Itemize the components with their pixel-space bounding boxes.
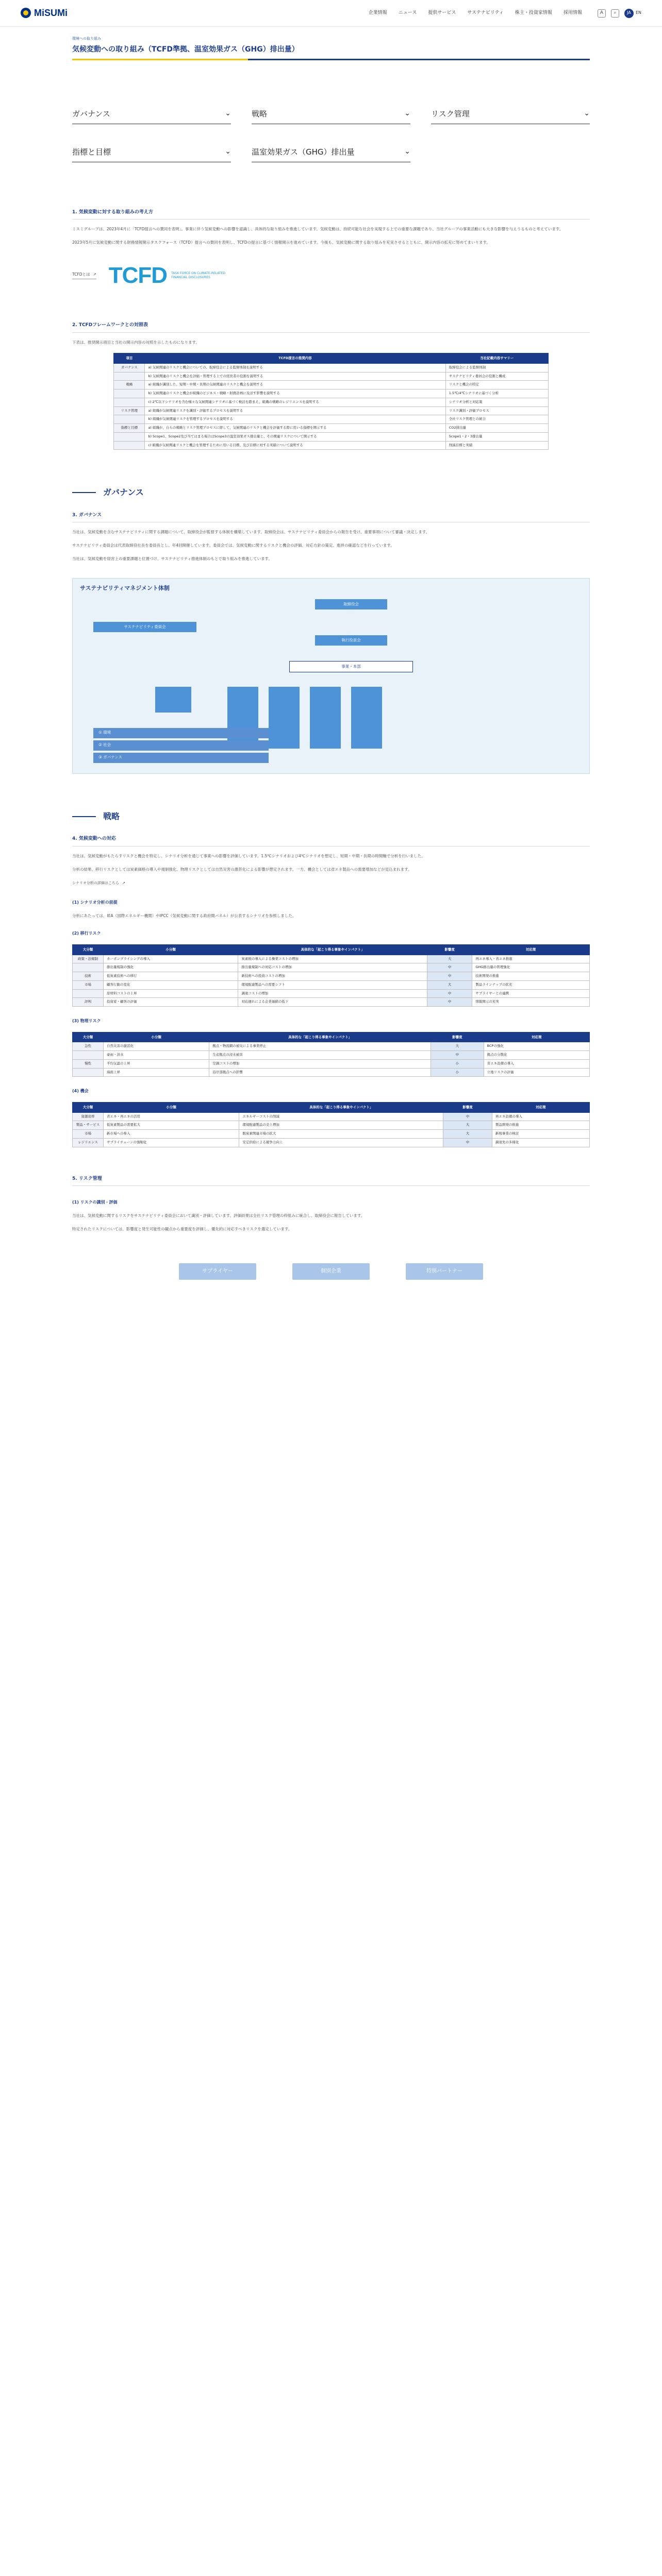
table-cell-category xyxy=(114,441,145,450)
partner-button[interactable]: 特別パートナー xyxy=(406,1263,483,1280)
table-cell: 中 xyxy=(443,1112,492,1121)
paragraph: 当社は、気候変動を含むサステナビリティに関する課題について、取締役会が監督する体制を構築しています。取締役会は、サステナビリティ委員会からの報告を受け、重要事項について審議・決定します。 xyxy=(72,530,430,535)
section-heading: 2. TCFDフレームワークとの対照表 xyxy=(72,321,590,332)
table-cell-summary: CO2排出量 xyxy=(445,424,548,433)
col-header: 影響度 xyxy=(427,945,472,955)
table-cell-recommendation: a) 気候関連のリスクと機会についての、取締役会による監督体制を説明する xyxy=(145,363,445,372)
table-cell: 省エネ設備の導入 xyxy=(484,1059,589,1068)
table-cell-category: ガバナンス xyxy=(114,363,145,372)
title-rule xyxy=(72,59,590,60)
table-cell: 製品開発の推進 xyxy=(492,1121,589,1130)
paragraph: 2023年5月に気候変動に関する財務情報開示タスクフォース（TCFD）提言への賛同を表明し、TCFDの提言に基づく情報開示を進めています。今後も、気候変動に関する取り組みを充実させるとともに、開示内容の拡充に努めてまいります。 xyxy=(72,240,490,245)
table-cell-category: リスク管理 xyxy=(114,406,145,415)
table-cell-summary: 1.5℃/4℃シナリオに基づく分析 xyxy=(445,389,548,398)
diagram-board: 取締役会 xyxy=(315,599,387,609)
table-row xyxy=(73,998,590,1007)
table-caption: (4) 機会 xyxy=(72,1089,89,1094)
table-cell: 調達先の多様化 xyxy=(492,1138,589,1147)
table-cell: 調達コストの増加 xyxy=(238,989,427,998)
nav-news[interactable]: ニュース xyxy=(398,10,417,16)
table-cell: 政策・法規制 xyxy=(73,955,104,963)
table-cell: 炭素税の導入による操業コストの増加 xyxy=(238,955,427,963)
table-cell: 中 xyxy=(443,1138,492,1147)
anchor-label: 戦略 xyxy=(252,109,268,119)
table-cell xyxy=(73,989,104,998)
anchor-risk[interactable] xyxy=(431,101,590,124)
lang-ja[interactable]: JA xyxy=(624,9,634,18)
col-header: 具体的な「起こり得る事象やインパクト」 xyxy=(209,1032,431,1042)
anchor-ghg[interactable] xyxy=(252,140,410,162)
table-cell: 再エネ導入・省エネ推進 xyxy=(472,955,590,963)
table-cell-summary: 全社リスク管理との統合 xyxy=(445,415,548,424)
table-cell-summary: サステナビリティ委員会の役割と構成 xyxy=(445,372,548,381)
anchor-strategy[interactable] xyxy=(252,101,410,124)
individual-company-button[interactable]: 個別企業 xyxy=(292,1263,370,1280)
table-cell-recommendation: a) 組織が気候関連リスクを識別・評価するプロセスを説明する xyxy=(145,406,445,415)
scenario-link-label: シナリオ分析の詳細はこちら xyxy=(72,880,119,885)
table-cell: 環境配慮製品への需要シフト xyxy=(238,980,427,989)
section-risk xyxy=(72,1175,590,1233)
table-cell: 平均気温の上昇 xyxy=(104,1059,209,1068)
table-cell: 排出量規制の強化 xyxy=(104,963,238,972)
table-caption: (3) 物理リスク xyxy=(72,1019,101,1024)
table-cell: 技術 xyxy=(73,972,104,981)
col-header: 具体的な「起こり得る事象やインパクト」 xyxy=(238,945,427,955)
section-heading: 4. 気候変動への対応 xyxy=(72,835,590,846)
chevron-down-icon: ⌄ xyxy=(225,147,231,156)
search-icon[interactable]: ⌕ xyxy=(611,9,619,18)
chevron-down-icon: ⌄ xyxy=(584,109,590,118)
diagram-exec: 執行役員会 xyxy=(315,635,387,646)
table-cell-recommendation: a) 組織が、自らの戦略とリスク管理プロセスに即して、気候関連のリスクと機会を評価する際に用いる指標を開示する xyxy=(145,424,445,433)
table-cell: 中 xyxy=(427,998,472,1007)
table-row xyxy=(73,989,590,998)
table-row xyxy=(114,398,548,406)
main-nav xyxy=(369,9,582,16)
table-cell: 新規事業の検討 xyxy=(492,1130,589,1139)
table-cell: エネルギーコストの削減 xyxy=(239,1112,443,1121)
table-cell: 原材料コストの上昇 xyxy=(104,989,238,998)
transition-risk-table xyxy=(72,944,590,1007)
section-heading: 5. リスク管理 xyxy=(72,1175,590,1186)
col-header: 大分類 xyxy=(73,945,104,955)
text-size-icon[interactable]: A xyxy=(598,9,606,18)
anchor-governance[interactable] xyxy=(72,101,231,124)
table-row xyxy=(114,406,548,415)
table-row xyxy=(73,1138,590,1147)
table-cell: 投資家・顧客の評価 xyxy=(104,998,238,1007)
table-cell: 中 xyxy=(431,1051,484,1060)
physical-risk-table xyxy=(72,1032,590,1077)
tcfd-logo-text: TCFD xyxy=(108,262,168,288)
tcfd-link-label: TCFDとは xyxy=(72,272,90,277)
table-cell: 低炭素製品の需要拡大 xyxy=(104,1121,239,1130)
external-link-icon: ↗ xyxy=(93,272,96,277)
table-cell: 脱炭素関連市場の拡大 xyxy=(239,1130,443,1139)
paragraph: 下表は、推奨開示項目と当社の開示内容の対照を示したものになります。 xyxy=(72,340,200,345)
table-cell-category xyxy=(114,398,145,406)
table-cell: 大 xyxy=(427,980,472,989)
subsection-heading: (1) シナリオ分析の前提 xyxy=(72,900,118,905)
section-tcfd-table xyxy=(72,321,590,450)
misumi-logo[interactable] xyxy=(21,6,68,21)
table-cell: 急性 xyxy=(73,1042,104,1051)
table-cell-recommendation: b) Scope1、Scope2及び当てはまる場合はScope3の温室効果ガス排出量と、その関連リスクについて開示する xyxy=(145,432,445,441)
table-cell xyxy=(73,1051,104,1060)
scenario-link[interactable] xyxy=(72,880,590,886)
table-cell: 新市場への参入 xyxy=(104,1130,239,1139)
table-row xyxy=(73,1042,590,1051)
table-row xyxy=(73,955,590,963)
table-cell: サプライヤーとの連携 xyxy=(472,989,590,998)
table-cell: カーボンプライシングの導入 xyxy=(104,955,238,963)
table-cell: GHG排出量の管理強化 xyxy=(472,963,590,972)
table-row xyxy=(114,389,548,398)
section-governance xyxy=(72,512,590,774)
table-cell: 沿岸部拠点への影響 xyxy=(209,1068,431,1077)
header-tools xyxy=(598,9,641,18)
logo-text: MiSUMi xyxy=(34,8,68,19)
table-cell: BCPの強化 xyxy=(484,1042,589,1051)
table-cell: 省エネ・再エネの活用 xyxy=(104,1112,239,1121)
table-cell-category: 戦略 xyxy=(114,381,145,389)
table-cell-category xyxy=(114,372,145,381)
table-row xyxy=(73,1121,590,1130)
col-header: TCFD提言の推奨内容 xyxy=(145,353,445,363)
nav-careers[interactable]: 採用情報 xyxy=(563,10,582,16)
paragraph: 分析にあたっては、IEA（国際エネルギー機関）やIPCC（気候変動に関する政府間パネル）が公表するシナリオを参照しました。 xyxy=(72,913,296,918)
table-row xyxy=(73,963,590,972)
opportunity-table xyxy=(72,1102,590,1147)
table-cell-recommendation: b) 気候関連のリスクと機会が組織のビジネス・戦略・財務計画に及ぼす影響を説明する xyxy=(145,389,445,398)
table-cell: 小 xyxy=(431,1059,484,1068)
table-row xyxy=(73,1059,590,1068)
diagram-committee: サステナビリティ委員会 xyxy=(93,622,196,632)
footer-buttons xyxy=(72,1263,590,1280)
paragraph: 当社は、気候変動がもたらすリスクと機会を特定し、シナリオ分析を通じて事業への影響を評価しています。1.5℃シナリオおよび4℃シナリオを想定し、短期・中期・長期の時間軸で分析を行いました。 xyxy=(72,853,425,858)
paragraph: サステナビリティ委員会は代表取締役社長を委員長とし、年4回開催しています。委員会では、気候変動に関するリスクと機会の評価、対応方針の策定、進捗の確認などを行っています。 xyxy=(72,543,394,548)
table-cell-category xyxy=(114,432,145,441)
col-header: 大分類 xyxy=(73,1103,104,1112)
col-header: 影響度 xyxy=(431,1032,484,1042)
table-cell-recommendation: b) 気候関連のリスクと機会を評価・管理する上での経営者の役割を説明する xyxy=(145,372,445,381)
section-heading: 1. 気候変動に対する取り組みの考え方 xyxy=(72,209,590,219)
table-row xyxy=(73,1112,590,1121)
table-cell: 大 xyxy=(443,1121,492,1130)
table-cell-category: 指標と目標 xyxy=(114,424,145,433)
table-cell: 環境配慮製品の売上増加 xyxy=(239,1121,443,1130)
breadcrumb[interactable]: 環境への取り組み xyxy=(72,37,101,41)
nav-company[interactable]: 企業情報 xyxy=(368,10,387,16)
col-header: 具体的な「起こり得る事象やインパクト」 xyxy=(239,1103,443,1112)
table-cell: 情報開示の充実 xyxy=(472,998,590,1007)
paragraph: 特定されたリスクについては、影響度と発生可能性の観点から重要度を評価し、優先的に対応すべきリスクを選定しています。 xyxy=(72,1226,292,1231)
supplier-button[interactable]: サプライヤー xyxy=(179,1263,256,1280)
section-heading: 3. ガバナンス xyxy=(72,512,590,522)
table-cell: 中 xyxy=(427,972,472,981)
anchor-label: 指標と目標 xyxy=(72,147,111,157)
table-cell-summary: シナリオ分析と対応策 xyxy=(445,398,548,406)
table-row xyxy=(114,363,548,372)
table-cell: 中 xyxy=(427,989,472,998)
anchor-label: リスク管理 xyxy=(431,109,470,119)
table-cell-category xyxy=(114,415,145,424)
table-row xyxy=(73,1051,590,1060)
governance-diagram xyxy=(72,578,590,774)
table-cell-recommendation: a) 組織が識別した、短期・中期・長期の気候関連のリスクと機会を説明する xyxy=(145,381,445,389)
table-row xyxy=(73,972,590,981)
paragraph: 当社は、気候変動を経営上の重要課題と位置づけ、サステナビリティ推進体制のもとで取り組みを推進しています。 xyxy=(72,556,272,561)
subsection-heading: (1) リスクの識別・評価 xyxy=(72,1199,118,1205)
paragraph: 分析の結果、移行リスクとしては炭素価格の導入や規制強化、物理リスクとしては自然災害の激甚化による影響が想定されます。一方、機会としては省エネ製品への需要増加などが見込まれます。 xyxy=(72,867,412,872)
tcfd-table xyxy=(113,353,548,450)
page-title: 気候変動への取り組み（TCFD準拠、温室効果ガス（GHG）排出量） xyxy=(72,45,299,54)
col-header: 小分類 xyxy=(104,1032,209,1042)
tcfd-link[interactable] xyxy=(72,272,96,279)
anchor-label: 温室効果ガス（GHG）排出量 xyxy=(252,147,355,157)
table-row xyxy=(114,372,548,381)
chevron-down-icon: ⌄ xyxy=(404,109,410,118)
col-header: 対応策 xyxy=(492,1103,589,1112)
paragraph: 当社は、気候変動に関するリスクをサステナビリティ委員会において識別・評価しています。評価結果は全社リスク管理の枠組みに統合し、取締役会に報告しています。 xyxy=(72,1213,365,1218)
language-switch xyxy=(624,9,641,18)
anchor-metrics[interactable] xyxy=(72,140,231,162)
site-header xyxy=(0,0,662,27)
table-cell-summary: リスク識別・評価プロセス xyxy=(445,406,548,415)
table-cell: 豪雨・洪水 xyxy=(104,1051,209,1060)
table-cell: 技術開発の推進 xyxy=(472,972,590,981)
table-row xyxy=(73,980,590,989)
diagram-title: サステナビリティマネジメント体制 xyxy=(80,584,170,591)
table-row xyxy=(73,1130,590,1139)
table-cell: 顧客行動の変化 xyxy=(104,980,238,989)
nav-ir[interactable]: 株主・投資家情報 xyxy=(515,10,552,16)
table-cell: 安定供給による競争力向上 xyxy=(239,1138,443,1147)
table-cell: 小 xyxy=(431,1068,484,1077)
col-header: 当社記載内容サマリー xyxy=(445,353,548,363)
table-cell: 拠点・物流網の被災による事業停止 xyxy=(209,1042,431,1051)
strategy-title xyxy=(72,810,590,823)
col-header: 大分類 xyxy=(73,1032,104,1042)
chevron-down-icon: ⌄ xyxy=(225,109,231,118)
diagram-bar-env: ① 環境 xyxy=(93,728,269,738)
diagram-bar-gov: ③ ガバナンス xyxy=(93,753,269,763)
table-cell: 排出量規制への対応コストの増加 xyxy=(238,963,427,972)
tcfd-row xyxy=(72,258,590,294)
col-header: 対応策 xyxy=(472,945,590,955)
table-cell-recommendation: c) 組織が気候関連リスクと機会を管理するために用いる目標、及び目標に対する実績について説明する xyxy=(145,441,445,450)
table-cell: 新技術への投資コストの増加 xyxy=(238,972,427,981)
table-cell: サプライチェーンの強靭化 xyxy=(104,1138,239,1147)
diagram-bar-social: ② 社会 xyxy=(93,740,269,751)
section-strategy xyxy=(72,835,590,1147)
table-cell: レジリエンス xyxy=(73,1138,104,1147)
table-cell: 再エネ設備の導入 xyxy=(492,1112,589,1121)
table-cell: 大 xyxy=(443,1130,492,1139)
table-cell: 空調コストの増加 xyxy=(209,1059,431,1068)
anchor-label: ガバナンス xyxy=(72,109,110,119)
section-approach xyxy=(72,209,590,294)
table-row xyxy=(114,441,548,450)
anchor-nav xyxy=(72,101,590,162)
table-cell: 大 xyxy=(431,1042,484,1051)
table-cell: 対応遅れによる企業価値の低下 xyxy=(238,998,427,1007)
big-title-text: 戦略 xyxy=(103,811,120,821)
table-cell: 慢性 xyxy=(73,1059,104,1068)
table-cell-category xyxy=(114,389,145,398)
table-cell: 評判 xyxy=(73,998,104,1007)
logo-mark-icon xyxy=(21,8,31,18)
table-cell: 立地リスクの評価 xyxy=(484,1068,589,1077)
diagram-dept: 事業・本部 xyxy=(289,661,413,672)
table-cell: 市場 xyxy=(73,980,104,989)
table-cell: 拠点の分散化 xyxy=(484,1051,589,1060)
col-header: 対応策 xyxy=(484,1032,589,1042)
table-row xyxy=(114,381,548,389)
external-link-icon: ↗ xyxy=(122,880,125,885)
table-row xyxy=(114,424,548,433)
table-cell-summary: 取締役会による監督体制 xyxy=(445,363,548,372)
main-content xyxy=(72,36,590,1300)
table-cell: 海面上昇 xyxy=(104,1068,209,1077)
table-cell: 資源効率 xyxy=(73,1112,104,1121)
table-cell xyxy=(73,963,104,972)
table-cell xyxy=(73,1068,104,1077)
table-cell: 市場 xyxy=(73,1130,104,1139)
nav-sustainability[interactable]: サステナビリティ xyxy=(467,10,504,16)
governance-title xyxy=(72,486,590,499)
table-row xyxy=(114,432,548,441)
tcfd-logo-sub: TASK FORCE ON CLIMATE-RELATED FINANCIAL DISCLOSURES xyxy=(171,272,225,279)
table-cell-summary: 削減目標と実績 xyxy=(445,441,548,450)
col-header: 小分類 xyxy=(104,1103,239,1112)
table-cell: 大 xyxy=(427,955,472,963)
col-header: 小分類 xyxy=(104,945,238,955)
table-cell: 中 xyxy=(427,963,472,972)
tcfd-logo xyxy=(109,258,233,294)
table-cell-recommendation: b) 組織が気候関連リスクを管理するプロセスを説明する xyxy=(145,415,445,424)
table-cell: 生産拠点の浸水被害 xyxy=(209,1051,431,1060)
big-title-text: ガバナンス xyxy=(103,487,144,498)
paragraph: ミスミグループは、2023年4月に「TCFD提言への賛同を表明」。事業に伴う気候変動への影響を認識し、具体的な取り組みを推進しています。気候変動は、持続可能な社会を実現する上での重要な課題であり、当社グループの事業活動にも大きな影響を与えうるものと考えています。 xyxy=(72,226,564,231)
table-cell: 自然災害の激甚化 xyxy=(104,1042,209,1051)
lang-en[interactable]: EN xyxy=(635,10,641,15)
table-row xyxy=(114,415,548,424)
col-header: 項目 xyxy=(114,353,145,363)
table-cell-recommendation: c) 2℃以下シナリオを含む様々な気候関連シナリオに基づく検討を踏まえ、組織の戦略のレジリエンスを説明する xyxy=(145,398,445,406)
table-cell: 低炭素技術への移行 xyxy=(104,972,238,981)
table-cell-summary: Scope1・2・3排出量 xyxy=(445,432,548,441)
table-cell: 製品・サービス xyxy=(73,1121,104,1130)
chevron-down-icon: ⌄ xyxy=(404,147,410,156)
table-row xyxy=(73,1068,590,1077)
table-caption: (2) 移行リスク xyxy=(72,931,101,936)
table-cell: 製品ラインナップの拡充 xyxy=(472,980,590,989)
nav-services[interactable]: 提供サービス xyxy=(428,10,456,16)
table-cell-summary: リスクと機会の特定 xyxy=(445,381,548,389)
col-header: 影響度 xyxy=(443,1103,492,1112)
